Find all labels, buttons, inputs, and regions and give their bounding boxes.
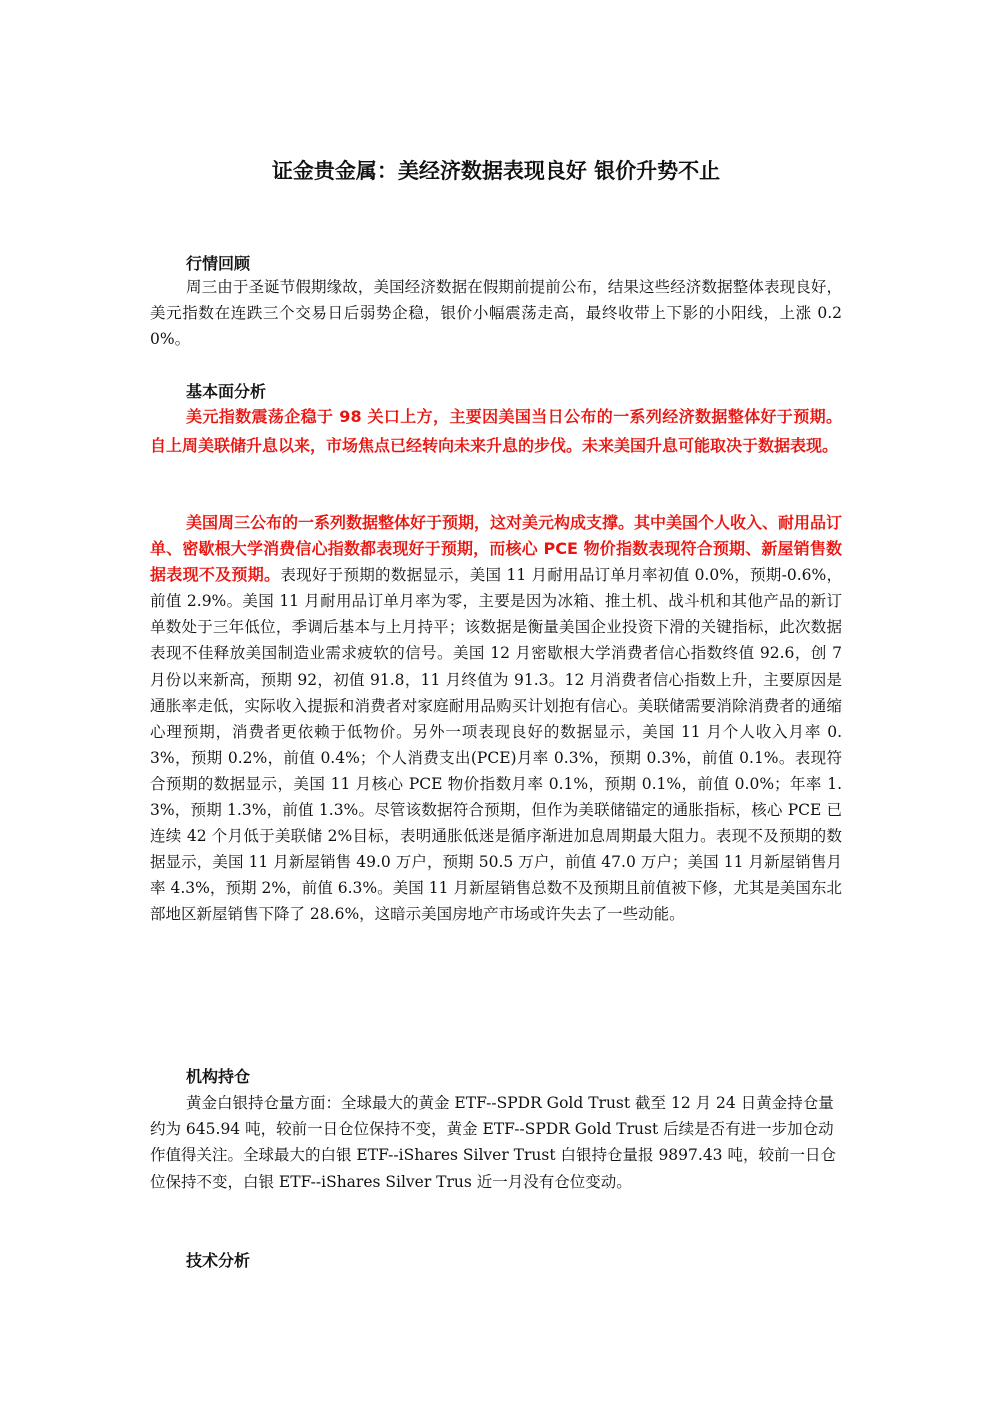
holdings-paragraph: 黄金白银持仓量方面：全球最大的黄金 ETF--SPDR Gold Trust 截至 12 月 24 日黄金持仓量约为 645.94 吨，较前一日仓位保持不变，黄金 ETF--SPDR Gold Trust 后续是否有进一步加仓动作值得关注。全球最大的白银 ETF--iShares Silver Trust 白银持仓量报 9897.43 吨，较前一日仓位保持不变，白银 ETF--iShares Silver Trus 近一月没有仓位变动。 <box>150 1094 836 1191</box>
fundamental-detail-paragraph <box>150 510 842 928</box>
fundamental-highlight-paragraph: 美元指数震荡企稳于 98 关口上方，主要因美国当日公布的一系列经济数据整体好于预期。自上周美联储升息以来，市场焦点已经转向未来升息的步伐。未来美国升息可能取决于数据表现。 <box>150 407 842 455</box>
section-heading-market-review: 行情回顾 <box>186 254 251 273</box>
market-review-paragraph: 周三由于圣诞节假期缘故，美国经济数据在假期前提前公布，结果这些经济数据整体表现良好，美元指数在连跌三个交易日后弱势企稳，银价小幅震荡走高，最终收带上下影的小阳线，上涨 0.20%。 <box>150 278 842 349</box>
document-title: 证金贵金属：美经济数据表现良好 银价升势不止 <box>271 159 721 183</box>
fundamental-detail-highlight: 美国周三公布的一系列数据整体好于预期，这对美元构成支撑。其中美国个人收入、耐用品订单、密歇根大学消费信心指数都表现好于预期，而核心 PCE 物价指数表现符合预期、新屋销售数据表现不及预期。 <box>150 513 843 585</box>
section-heading-institutional-holdings: 机构持仓 <box>186 1067 251 1086</box>
section-heading-technical-analysis: 技术分析 <box>186 1251 251 1270</box>
fundamental-detail-text: 表现好于预期的数据显示，美国 11 月耐用品订单月率初值 0.0%，预期-0.6%，前值 2.9%。美国 11 月耐用品订单月率为零，主要是因为冰箱、推土机、战斗机和其他产品的新订单数处于三年低位，季调后基本与上月持平；该数据是衡量美国企业投资下滑的关键指标，此次数据表现不佳释放美国制造业需求疲软的信号。美国 12 月密歇根大学消费者信心指数终值 92.6，创 7 月份以来新高，预期 92，初值 91.8，11 月终值为 91.3。12 月消费者信心指数上升，主要原因是通胀率走低，实际收入提振和消费者对家庭耐用品购买计划抱有信心。美联储需要消除消费者的通缩心理预期，消费者更依赖于低物价。另外一项表现良好的数据显示，美国 11 月个人收入月率 0.3%，预期 0.2%，前值 0.4%；个人消费支出(PCE)月率 0.3%，预期 0.3%，前值 0.1%。表现符合预期的数据显示，美国 11 月核心 PCE 物价指数月率 0.1%，预期 0.1%，前值 0.0%；年率 1.3%，预期 1.3%，前值 1.3%。尽管该数据符合预期，但作为美联储锚定的通胀指标，核心 PCE 已连续 42 个月低于美联储 2%目标，表明通胀低迷是循序渐进加息周期最大阻力。表现不及预期的数据显示，美国 11 月新屋销售 49.0 万户，预期 50.5 万户，前值 47.0 万户；美国 11 月新屋销售月率 4.3%，预期 2%，前值 6.3%。美国 11 月新屋销售总数不及预期且前值被下修，尤其是美国东北部地区新屋销售下降了 28.6%，这暗示美国房地产市场或许失去了一些动能。 <box>150 566 842 924</box>
section-heading-fundamental-analysis: 基本面分析 <box>186 382 267 401</box>
